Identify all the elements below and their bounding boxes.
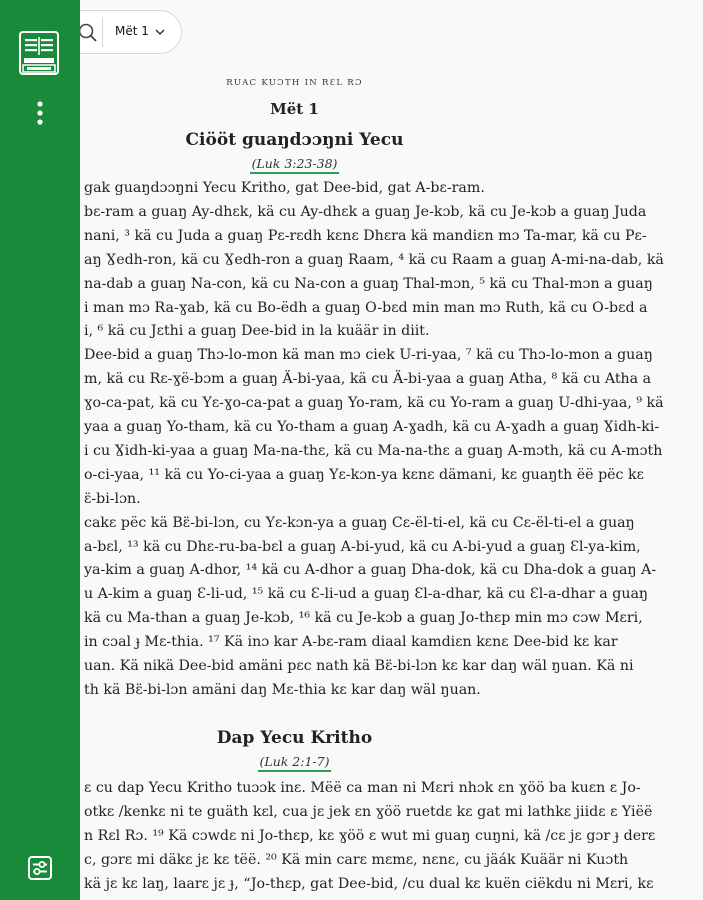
verse-line: otkɛ /kenkɛ ni te guäth kɛl, cua jɛ jek ɛn ɣöö ruetdɛ kɛ gat mi lathkɛ jiidɛ ɛ Yiëë: [84, 803, 653, 820]
verse-line: cakɛ pëc kä Bɛ̈-bi-lɔn, cu Yɛ-kɔn-ya a guaŋ Cɛ-ël-ti-el, kä cu Cɛ-ël-ti-el a guaŋ: [84, 514, 635, 531]
verse-line: gak guaŋdɔɔŋni Yecu Kritho, gat Dee-bid, gat A-bɛ-ram.: [84, 180, 485, 196]
verse-line: kä jɛ kɛ laŋ, laarɛ jɛ ɟ, “Jo-thɛp, gat Dee-bid, /cu dual kɛ kuën ciëkdu ni Mɛri, kɛ: [84, 875, 654, 892]
verse-line: bɛ-ram a guaŋ Ay-dhɛk, kä cu Ay-dhɛk a guaŋ Je-kɔb, kä cu Je-kɔb a guaŋ Juda: [84, 203, 647, 220]
cross-reference-link[interactable]: (Luk 3:23-38): [250, 156, 340, 174]
verse-line: th kä Bɛ̈-bi-lɔn amäni daŋ Mɛ-thia kɛ kar daŋ wäl ŋuan.: [84, 681, 481, 698]
verse-line: nani, ³ kä cu Juda a guaŋ Pɛ-rɛdh kɛnɛ Dhɛra kä mandiɛn mɔ Ta-mar, kä cu Pɛ-: [84, 227, 647, 244]
verse-line: ɛ̈-bi-lɔn.: [84, 490, 141, 507]
verse-line: a-bɛl, ¹³ kä cu Dhɛ-ru-ba-bɛl a guaŋ A-bi-yud, kä cu A-bi-yud a guaŋ Ɛl-ya-kim,: [84, 538, 641, 555]
text-settings-icon[interactable]: [27, 855, 53, 881]
verse-line: u A-kim a guaŋ Ɛ-li-ud, ¹⁵ kä cu Ɛ-li-ud a guaŋ Ɛl-a-dhar, kä cu Ɛl-a-dhar a guaŋ: [84, 586, 649, 603]
section-heading: Dap Yecu Kritho: [216, 728, 373, 748]
verse-line: uan. Kä nikä Dee-bid amäni pɛc nath kä Bɛ̈-bi-lɔn kɛ kar daŋ wäl ŋuan. Kä ni: [84, 658, 634, 674]
verse-line: m, kä cu Rɛ-ɣë-bɔm a guaŋ Ä-bi-yaa, kä cu Ä-bi-yaa a guaŋ Atha, ⁸ kä cu Atha a: [84, 371, 652, 388]
search-icon[interactable]: [77, 22, 99, 44]
verse-line: Dee-bid a guaŋ Thɔ-lo-mon kä man mɔ ciek U-ri-yaa, ⁷ kä cu Thɔ-lo-mon a guaŋ: [84, 347, 653, 364]
verse-line: kä cu Ma-than a guaŋ Je-kɔb, ¹⁶ kä cu Je-kɔb a guaŋ Jo-thɛp min mɔ cɔw Mɛri,: [84, 610, 643, 627]
verse-line: i, ⁶ kä cu Jɛthi a guaŋ Dee-bid in la kuäär in diit.: [84, 323, 430, 340]
verse-line: in cɔal ɟ Mɛ-thia. ¹⁷ Kä inɔ kar A-bɛ-ram diaal kamdiɛn kɛnɛ Dee-bid kɛ kar: [84, 634, 618, 651]
verse-line: ɣo-ca-pat, kä cu Yɛ-ɣo-ca-pat a guaŋ Yo-ram, kä cu Yo-ram a guaŋ U-dhi-yaa, ⁹ kä: [84, 395, 664, 412]
divider: [102, 17, 103, 47]
chapter-label[interactable]: Mët 1: [115, 24, 149, 38]
book-title: RUAC KUƆTH IN RƐL RƆ: [226, 78, 363, 88]
chevron-down-icon[interactable]: [154, 27, 166, 37]
verse-line: n Rɛl Rɔ. ¹⁹ Kä cɔwdɛ ni Jo-thɛp, kɛ ɣöö ɛ wut mi guaŋ cuŋni, kä /cɛ jɛ gɔr ɟ derɛ: [84, 827, 656, 844]
verse-line: na-dab a guaŋ Na-con, kä cu Na-con a guaŋ Thal-mɔn, ⁵ kä cu Thal-mɔn a guaŋ: [84, 275, 653, 292]
verse-line: aŋ Ɣedh-ron, kä cu Ɣedh-ron a guaŋ Raam, ⁴ kä cu Raam a guaŋ A-mi-na-dab, kä: [84, 251, 664, 268]
chapter-title: Mët 1: [270, 100, 319, 118]
verse-line: ɛ cu dap Yecu Kritho tuɔɔk inɛ. Mëë ca man ni Mɛri nhɔk ɛn ɣöö ba kuɛn ɛ Jo-: [84, 780, 641, 796]
bible-app-logo-icon[interactable]: [19, 31, 59, 75]
verse-line: i man mɔ Ra-ɣab, kä cu Bo-ëdh a guaŋ O-bɛd min man mɔ Ruth, kä cu O-bɛd a: [84, 299, 648, 316]
cross-reference[interactable]: [84, 156, 505, 171]
verse-line: i cu Ɣidh-ki-yaa a guaŋ Ma-na-thɛ, kä cu Ma-na-thɛ a guaŋ A-mɔth, kä cu A-mɔth: [84, 442, 663, 459]
verse-line: o-ci-yaa, ¹¹ kä cu Yo-ci-yaa a guaŋ Yɛ-kɔn-ya kɛnɛ dämani, kɛ guaŋth ëë pëc kɛ: [84, 466, 644, 483]
verse-line: ya-kim a guaŋ A-dhor, ¹⁴ kä cu A-dhor a guaŋ Dha-dok, kä cu Dha-dok a guaŋ A-: [84, 562, 657, 579]
cross-reference[interactable]: [84, 754, 505, 769]
nav-rail: [0, 0, 80, 900]
section-heading: Ciööt guaŋdɔɔŋni Yecu: [185, 130, 404, 150]
verse-line: yaa a guaŋ Yo-tham, kä cu Yo-tham a guaŋ A-ɣadh, kä cu A-ɣadh a guaŋ Ɣidh-ki-: [84, 419, 660, 435]
verse-line: c, gɔrɛ mi däkɛ jɛ kɛ tëë. ²⁰ Kä min carɛ mɛmɛ, nɛnɛ, cu jäák Kuäär ni Kuɔth: [84, 851, 629, 868]
more-options-icon[interactable]: [33, 100, 47, 126]
cross-reference-link[interactable]: (Luk 2:1-7): [258, 754, 332, 772]
